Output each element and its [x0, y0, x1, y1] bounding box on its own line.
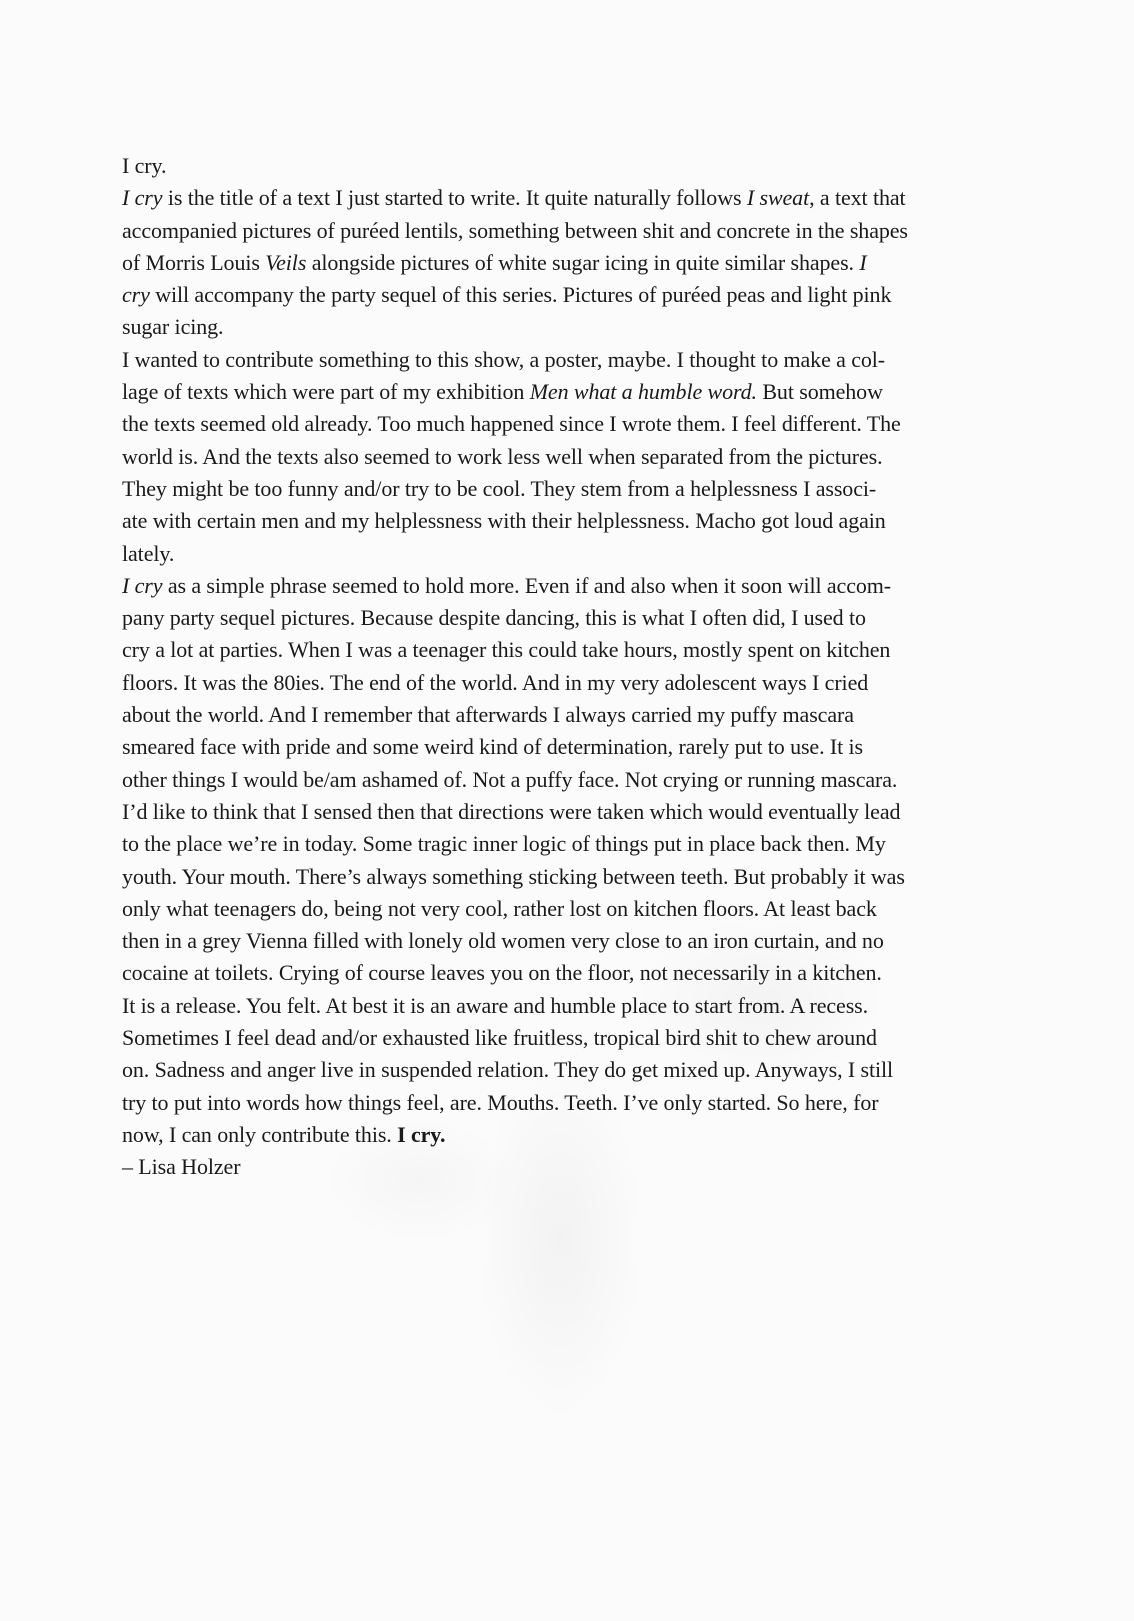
- text-line: [122, 828, 1022, 860]
- text-segment: about the world. And I remember that afterwards I always carried my puffy mascara: [122, 702, 854, 728]
- text-line: [122, 408, 1022, 440]
- italic-title-text: I cry: [122, 185, 163, 211]
- text-line: [122, 473, 1022, 505]
- text-segment: try to put into words how things feel, are. Mouths. Teeth. I’ve only started. So here, for: [122, 1089, 879, 1115]
- text-line: [122, 311, 1022, 343]
- italic-title-text: cry: [122, 282, 150, 308]
- essay-text: [122, 150, 1022, 1184]
- text-line: [122, 1022, 1022, 1054]
- text-line: [122, 1087, 1022, 1119]
- text-segment: only what teenagers do, being not very cool, rather lost on kitchen floors. At least back: [122, 895, 877, 921]
- text-line: [122, 505, 1022, 537]
- italic-title-text: I: [859, 249, 867, 275]
- italic-title-text: Veils: [265, 249, 307, 275]
- text-segment: floors. It was the 80ies. The end of the world. And in my very adolescent ways I cried: [122, 669, 869, 695]
- italic-title-text: I cry: [122, 572, 163, 598]
- text-segment: smeared face with pride and some weird kind of determination, rarely put to use. It is: [122, 734, 864, 760]
- text-line: [122, 182, 1022, 214]
- text-segment: then in a grey Vienna filled with lonely old women very close to an iron curtain, and no: [122, 928, 884, 954]
- text-segment: ate with certain men and my helplessness with their helplessness. Macho got loud again: [122, 508, 886, 534]
- text-segment: of Morris Louis: [122, 249, 266, 275]
- text-segment: It is a release. You felt. At best it is an aware and humble place to start from. A recess.: [122, 992, 869, 1018]
- text-segment: accompanied pictures of puréed lentils, something between shit and concrete in the shapes: [122, 217, 908, 243]
- text-segment: on. Sadness and anger live in suspended relation. They do get mixed up. Anyways, I still: [122, 1057, 894, 1083]
- text-segment: , a text that: [809, 185, 906, 211]
- signature-line: [122, 1151, 1022, 1183]
- text-segment: – Lisa Holzer: [122, 1154, 241, 1180]
- text-segment: cry a lot at parties. When I was a teenager this could take hours, mostly spent on kitchen: [122, 637, 891, 663]
- text-line: [122, 570, 1022, 602]
- text-segment: I’d like to think that I sensed then that directions were taken which would eventually lead: [122, 798, 901, 824]
- text-segment: Sometimes I feel dead and/or exhausted like fruitless, tropical bird shit to chew around: [122, 1025, 877, 1051]
- text-line: [122, 1119, 1022, 1151]
- text-line: [122, 538, 1022, 570]
- text-line: [122, 376, 1022, 408]
- text-segment: I cry.: [122, 153, 167, 178]
- italic-title-text: Men what a humble word.: [529, 379, 757, 405]
- text-line: [122, 893, 1022, 925]
- text-line: [122, 279, 1022, 311]
- text-line: [122, 764, 1022, 796]
- text-line: [122, 1054, 1022, 1086]
- text-line: [122, 634, 1022, 666]
- text-line: [122, 150, 1022, 182]
- text-segment: lage of texts which were part of my exhibition: [122, 379, 530, 405]
- text-segment: alongside pictures of white sugar icing in quite similar shapes.: [306, 249, 860, 275]
- text-segment: will accompany the party sequel of this series. Pictures of puréed peas and light pink: [149, 282, 892, 308]
- text-segment: pany party sequel pictures. Because despite dancing, this is what I often did, I used to: [122, 605, 866, 631]
- text-line: [122, 861, 1022, 893]
- text-segment: world is. And the texts also seemed to work less well when separated from the pictures.: [122, 443, 883, 469]
- text-segment: other things I would be/am ashamed of. Not a puffy face. Not crying or running mascara.: [122, 766, 898, 792]
- text-line: [122, 602, 1022, 634]
- text-segment: is the title of a text I just started to write. It quite naturally follows: [162, 185, 747, 211]
- text-line: [122, 667, 1022, 699]
- text-segment: now, I can only contribute this.: [122, 1121, 398, 1147]
- text-segment: They might be too funny and/or try to be cool. They stem from a helplessness I associ-: [122, 475, 877, 501]
- text-segment: cocaine at toilets. Crying of course leaves you on the floor, not necessarily in a kitchen.: [122, 960, 882, 986]
- text-segment: I wanted to contribute something to this show, a poster, maybe. I thought to make a col-: [122, 346, 886, 372]
- text-line: [122, 796, 1022, 828]
- text-line: [122, 957, 1022, 989]
- text-line: [122, 699, 1022, 731]
- text-line: [122, 990, 1022, 1022]
- text-segment: I cry.: [397, 1121, 446, 1147]
- italic-title-text: I sweat: [746, 185, 810, 211]
- text-segment: the texts seemed old already. Too much happened since I wrote them. I feel different. The: [122, 411, 901, 437]
- text-segment: as a simple phrase seemed to hold more. Even if and also when it soon will accom-: [162, 572, 892, 598]
- text-segment: youth. Your mouth. There’s always something sticking between teeth. But probably it was: [122, 863, 905, 889]
- text-segment: sugar icing.: [122, 314, 224, 340]
- text-segment: But somehow: [756, 379, 883, 405]
- text-line: [122, 731, 1022, 763]
- text-line: [122, 215, 1022, 247]
- text-segment: lately.: [122, 540, 175, 566]
- text-line: [122, 441, 1022, 473]
- text-line: [122, 247, 1022, 279]
- text-line: [122, 344, 1022, 376]
- text-line: [122, 925, 1022, 957]
- text-segment: to the place we’re in today. Some tragic inner logic of things put in place back then. My: [122, 831, 886, 857]
